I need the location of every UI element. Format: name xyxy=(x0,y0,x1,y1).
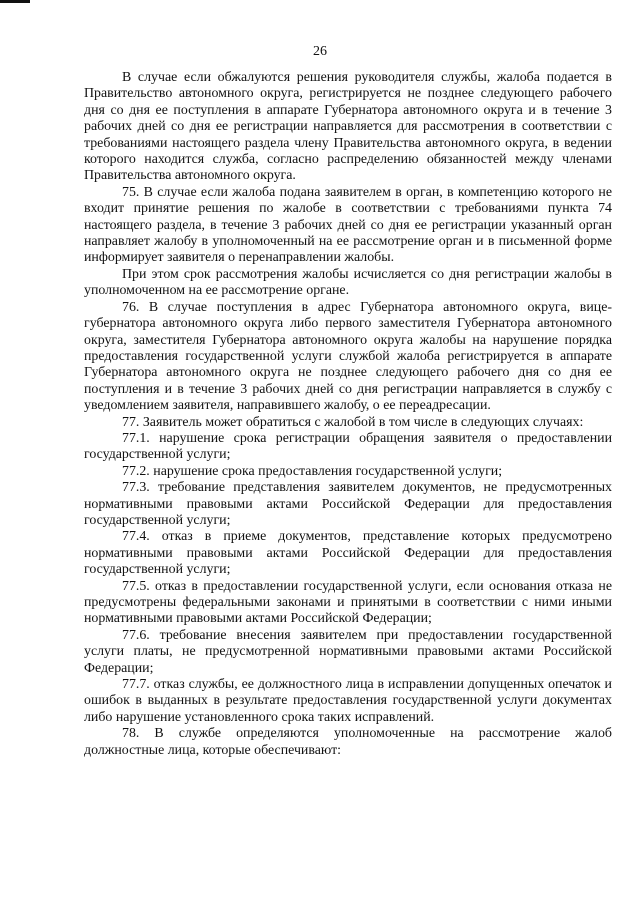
paragraph-77-7: 77.7. отказ службы, ее должностного лица в исправлении допущенных опечаток и ошибок в выданных в результате предоставления государственной услуги документах либо нарушение установленного срока таких исправлений. xyxy=(84,677,612,725)
paragraph-77-5: 77.5. отказ в предоставлении государственной услуги, если основания отказа не предусмотрены федеральными законами и принятыми в соответствии с ними иными нормативными правовыми актами Российской Федерации; xyxy=(84,578,612,627)
paragraph-76: 76. В случае поступления в адрес Губернатора автономного округа, вице-губернатора автономного округа либо первого заместителя Губернатора автономного округа, заместителя Губернатора автономного округа жалобы на нарушение порядка предоставления государственной услуги службой жалоба регистрируется в аппарате Губернатора автономного округа не позднее следующего рабочего дня со дня ее поступления и в течение 3 рабочих дней со дня регистрации направляется в службу с уведомлением заявителя, направившего жалобу, о ее переадресации. xyxy=(84,299,612,414)
paragraph-intro: В случае если обжалуются решения руководителя службы, жалоба подается в Правительство автономного округа, регистрируется не позднее следующего рабочего дня со дня ее поступления в аппарате Губернатора автономного округа и в течение 3 рабочих дней со дня ее регистрации направляется для рассмотрения в соответствии с требованиями настоящего раздела члену Правительства автономного округа, в ведении которого находится служба, согласно распределению обязанностей между членами Правительства автономного округа. xyxy=(84,70,612,184)
paragraph-75-term: При этом срок рассмотрения жалобы исчисляется со дня регистрации жалобы в уполномоченном на ее рассмотрение органе. xyxy=(84,266,612,299)
page-number: 26 xyxy=(313,44,327,59)
scan-corner-mark xyxy=(0,0,30,3)
paragraph-78: 78. В службе определяются уполномоченные на рассмотрение жалоб должностные лица, которые обеспечивают: xyxy=(84,726,612,758)
paragraph-77-6: 77.6. требование внесения заявителем при предоставлении государственной услуги платы, не предусмотренной нормативными правовыми актами Российской Федерации; xyxy=(84,627,612,676)
paragraph-75: 75. В случае если жалоба подана заявителем в орган, в компетенцию которого не входит принятие решения по жалобе в соответствии с требованиями пункта 74 настоящего раздела, в течение 3 рабочих дней со дня ее регистрации указанный орган направляет жалобу в уполномоченный на ее рассмотрение орган и в письменной форме информирует заявителя о перенаправлении жалобы. xyxy=(84,184,612,266)
paragraph-77-4: 77.4. отказ в приеме документов, представление которых предусмотрено нормативными правовыми актами Российской Федерации для предоставления государственной услуги; xyxy=(84,529,612,578)
paragraph-77: 77. Заявитель может обратиться с жалобой в том числе в следующих случаях: xyxy=(122,414,584,430)
document-body xyxy=(84,70,612,759)
paragraph-77-2: 77.2. нарушение срока предоставления государственной услуги; xyxy=(122,463,503,479)
paragraph-77-1: 77.1. нарушение срока регистрации обращения заявителя о предоставлении государственной услуги; xyxy=(84,430,612,463)
paragraph-77-3: 77.3. требование представления заявителем документов, не предусмотренных нормативными правовыми актами Российской Федерации для предоставления государственной услуги; xyxy=(84,480,612,528)
